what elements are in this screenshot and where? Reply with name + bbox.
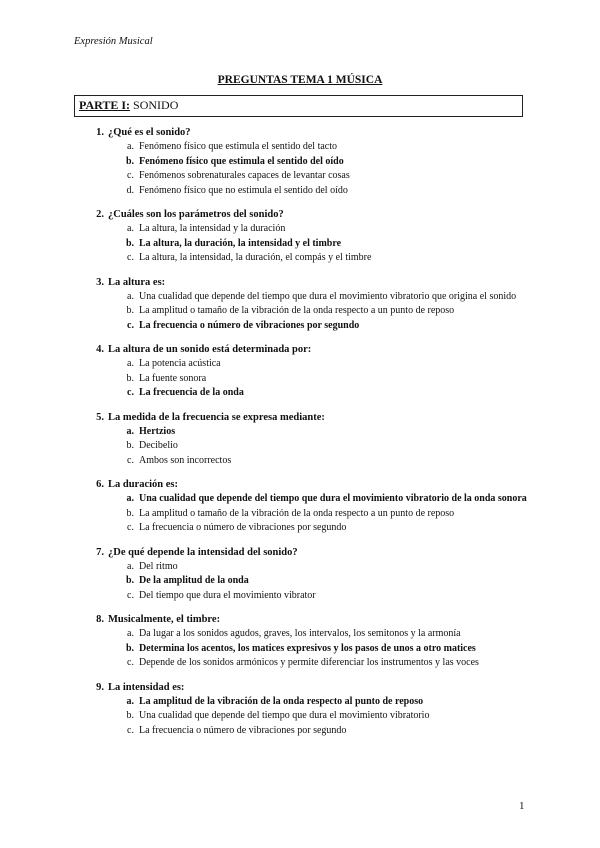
answer-option bbox=[74, 656, 529, 671]
question-item bbox=[74, 546, 529, 604]
option-text: Fenómenos sobrenaturales capaces de levantar cosas bbox=[139, 170, 350, 181]
question-text: La altura de un sonido está determinada por: bbox=[108, 344, 312, 355]
page-title: PREGUNTAS TEMA 1 MÚSICA bbox=[217, 74, 383, 86]
question-item bbox=[74, 276, 529, 334]
answer-option bbox=[74, 222, 529, 237]
question-number: 1. bbox=[96, 127, 104, 138]
question-item bbox=[74, 411, 529, 469]
question-item bbox=[74, 478, 529, 536]
option-letter: a. bbox=[127, 223, 134, 234]
answer-option bbox=[74, 357, 529, 372]
option-text: La fuente sonora bbox=[139, 372, 207, 384]
option-text: De la amplitud de la onda bbox=[139, 575, 249, 586]
option-text: Una cualidad que depende del tiempo que dura el movimiento vibratorio bbox=[139, 710, 430, 721]
option-letter: b. bbox=[126, 305, 134, 316]
option-letter: c. bbox=[127, 170, 134, 181]
answer-option bbox=[74, 709, 529, 724]
question-number: 4. bbox=[96, 344, 104, 355]
question-header bbox=[74, 276, 529, 290]
option-letter: a. bbox=[126, 493, 134, 504]
answer-options bbox=[74, 492, 529, 536]
question-text: Musicalmente, el timbre: bbox=[108, 614, 221, 625]
answer-option bbox=[74, 724, 529, 739]
answer-option bbox=[74, 304, 529, 319]
part-label: PARTE I: bbox=[79, 98, 131, 112]
answer-option bbox=[74, 372, 529, 387]
answer-option bbox=[74, 507, 529, 522]
option-text: Da lugar a los sonidos agudos, graves, los intervalos, los semitonos y la armonía bbox=[139, 628, 461, 639]
question-header bbox=[74, 613, 529, 627]
question-number: 3. bbox=[96, 276, 104, 288]
option-letter: a. bbox=[126, 695, 134, 707]
question-text: La intensidad es: bbox=[108, 681, 185, 693]
question-item bbox=[74, 126, 529, 198]
correct-answer-option bbox=[74, 642, 529, 657]
question-header bbox=[74, 546, 529, 560]
option-letter: a. bbox=[127, 141, 134, 152]
question-text: ¿De qué depende la intensidad del sonido? bbox=[108, 546, 298, 558]
page-number: 1 bbox=[519, 800, 525, 812]
correct-answer-option bbox=[74, 574, 529, 589]
question-number: 7. bbox=[96, 546, 104, 558]
option-letter: c. bbox=[127, 319, 134, 331]
option-text: Decibelio bbox=[139, 440, 178, 451]
answer-options bbox=[74, 357, 529, 401]
question-item bbox=[74, 681, 529, 739]
question-number: 2. bbox=[96, 209, 104, 220]
option-text: La frecuencia o número de vibraciones por segundo bbox=[139, 522, 347, 533]
option-letter: b. bbox=[126, 440, 134, 451]
option-text: La amplitud de la vibración de la onda respecto al punto de reposo bbox=[139, 695, 424, 707]
answer-options bbox=[74, 140, 529, 198]
question-item bbox=[74, 208, 529, 266]
option-text: Fenómeno físico que no estimula el sentido del oído bbox=[139, 184, 348, 196]
question-header bbox=[74, 478, 529, 492]
answer-option bbox=[74, 251, 529, 266]
answer-option bbox=[74, 140, 529, 155]
option-letter: a. bbox=[127, 628, 134, 639]
part-heading-box bbox=[74, 95, 523, 117]
option-letter: a. bbox=[127, 560, 134, 572]
option-text: Ambos son incorrectos bbox=[139, 454, 232, 466]
question-item bbox=[74, 343, 529, 401]
option-text: La frecuencia o número de vibraciones por segundo bbox=[139, 724, 347, 736]
answer-option bbox=[74, 290, 529, 305]
question-list bbox=[74, 126, 529, 748]
option-text: Hertzios bbox=[139, 425, 176, 437]
option-letter: b. bbox=[126, 372, 134, 384]
option-text: Del ritmo bbox=[139, 560, 178, 572]
option-text: La altura, la intensidad y la duración bbox=[139, 223, 286, 234]
question-text: La duración es: bbox=[108, 479, 179, 490]
option-letter: c. bbox=[127, 522, 134, 533]
option-text: La altura, la intensidad, la duración, el compás y el timbre bbox=[139, 252, 372, 263]
option-text: La altura, la duración, la intensidad y el timbre bbox=[139, 237, 342, 249]
option-text: La amplitud o tamaño de la vibración de la onda respecto a un punto de reposo bbox=[139, 507, 455, 519]
question-header bbox=[74, 411, 529, 425]
option-letter: c. bbox=[127, 657, 134, 668]
option-letter: b. bbox=[126, 710, 134, 721]
option-letter: b. bbox=[125, 642, 134, 654]
answer-options bbox=[74, 627, 529, 671]
option-letter: c. bbox=[127, 724, 134, 736]
option-letter: d. bbox=[126, 184, 134, 196]
option-text: La amplitud o tamaño de la vibración de la onda respecto a un punto de reposo bbox=[139, 305, 455, 316]
question-header bbox=[74, 126, 529, 140]
option-letter: c. bbox=[127, 252, 134, 263]
question-header bbox=[74, 208, 529, 222]
question-number: 6. bbox=[96, 479, 104, 490]
answer-option bbox=[74, 560, 529, 575]
option-text: Depende de los sonidos armónicos y permite diferenciar los instrumentos y las voces bbox=[139, 657, 479, 668]
correct-answer-option bbox=[74, 155, 529, 170]
correct-answer-option bbox=[74, 425, 529, 440]
correct-answer-option bbox=[74, 492, 529, 507]
answer-option bbox=[74, 521, 529, 536]
question-text: La altura es: bbox=[108, 276, 166, 288]
question-text: ¿Cuáles son los parámetros del sonido? bbox=[108, 209, 284, 220]
answer-option bbox=[74, 454, 529, 469]
answer-option bbox=[74, 169, 529, 184]
correct-answer-option bbox=[74, 237, 529, 252]
answer-option bbox=[74, 184, 529, 199]
answer-option bbox=[74, 589, 529, 604]
option-letter: c. bbox=[127, 387, 134, 398]
question-number: 9. bbox=[96, 681, 104, 693]
header-subject-title: Expresión Musical bbox=[74, 36, 153, 47]
option-text: Una cualidad que depende del tiempo que dura el movimiento vibratorio de la onda sonora bbox=[139, 493, 527, 504]
answer-options bbox=[74, 695, 529, 739]
question-text: La medida de la frecuencia se expresa mediante: bbox=[108, 411, 325, 423]
part-name: SONIDO bbox=[133, 98, 179, 112]
option-letter: b. bbox=[126, 507, 134, 519]
correct-answer-option bbox=[74, 386, 529, 401]
question-header bbox=[74, 681, 529, 695]
answer-options bbox=[74, 222, 529, 266]
correct-answer-option bbox=[74, 319, 529, 334]
option-text: Determina los acentos, los matices expresivos y los pasos de unos a otro matices bbox=[139, 642, 476, 654]
option-text: Fenómeno físico que estimula el sentido del oído bbox=[139, 155, 344, 167]
option-letter: a. bbox=[127, 358, 134, 369]
option-letter: b. bbox=[125, 237, 134, 249]
question-number: 5. bbox=[96, 411, 104, 423]
answer-options bbox=[74, 290, 529, 334]
answer-option bbox=[74, 627, 529, 642]
option-letter: a. bbox=[126, 425, 134, 437]
option-text: Del tiempo que dura el movimiento vibrator bbox=[139, 589, 316, 601]
option-text: La frecuencia o número de vibraciones por segundo bbox=[139, 319, 360, 331]
question-text: ¿Qué es el sonido? bbox=[108, 127, 191, 138]
option-letter: b. bbox=[125, 155, 134, 167]
answer-options bbox=[74, 560, 529, 604]
answer-options bbox=[74, 425, 529, 469]
option-text: La frecuencia de la onda bbox=[139, 387, 244, 398]
option-text: Una cualidad que depende del tiempo que dura el movimiento vibratorio que origina el sonido bbox=[139, 290, 517, 302]
option-letter: c. bbox=[127, 589, 134, 601]
option-letter: b. bbox=[125, 575, 134, 586]
question-number: 8. bbox=[96, 614, 104, 625]
option-text: Fenómeno físico que estimula el sentido del tacto bbox=[139, 141, 338, 152]
question-header bbox=[74, 343, 529, 357]
correct-answer-option bbox=[74, 695, 529, 710]
answer-option bbox=[74, 439, 529, 454]
question-item bbox=[74, 613, 529, 671]
option-letter: c. bbox=[127, 454, 134, 466]
option-text: La potencia acústica bbox=[139, 358, 221, 369]
option-letter: a. bbox=[127, 290, 134, 302]
